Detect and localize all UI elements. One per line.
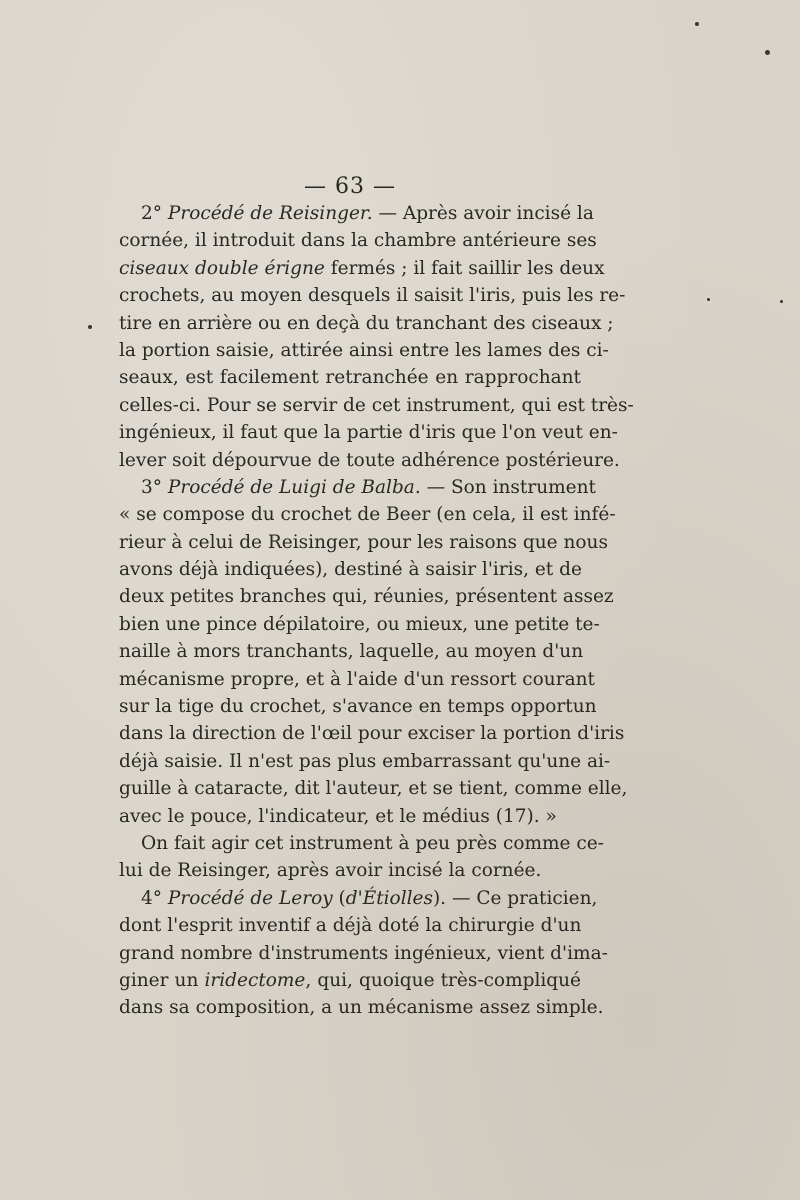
text-line: [119, 501, 616, 528]
text-line: [119, 775, 628, 802]
text-line: [119, 857, 581, 884]
text-run: On fait agir cet instrument à peu près comme ce-: [141, 832, 604, 854]
text-line: [119, 583, 614, 610]
text-line: [119, 720, 625, 747]
text-line: [119, 474, 596, 501]
text-run: mécanisme propre, et à l'aide d'un ressort courant: [119, 668, 595, 690]
text-run: déjà saisie. Il n'est pas plus embarrassant qu'une ai-: [119, 750, 611, 772]
text-run: , qui, quoique très-compliqué: [305, 969, 581, 991]
text-run: deux petites branches qui, réunies, présentent assez: [119, 586, 614, 608]
text-run: bien une pince dépilatoire, ou mieux, une petite te-: [119, 613, 600, 635]
paper-speck: [695, 22, 699, 26]
text-line: [119, 419, 618, 446]
text-run: lui de Reisinger, après avoir incisé la cornée.: [119, 860, 542, 882]
text-run: ). — Ce praticien,: [432, 887, 598, 909]
text-run: la portion saisie, attirée ainsi entre les lames des ci-: [119, 339, 609, 361]
text-line: [119, 803, 581, 830]
text-line: [119, 364, 581, 391]
text-line: [119, 611, 600, 638]
text-line: [119, 693, 597, 720]
text-line: [119, 310, 614, 337]
text-line: [119, 337, 609, 364]
paper-speck: [707, 298, 710, 301]
paper-speck: [780, 300, 783, 303]
text-line: [119, 227, 597, 254]
text-line: [119, 392, 634, 419]
text-run: — Après avoir incisé la: [372, 203, 594, 224]
italic-text: Procédé de Leroy: [167, 887, 333, 909]
text-run: dont l'esprit inventif a déjà doté la chirurgie d'un: [119, 915, 582, 937]
text-run: guille à cataracte, dit l'auteur, et se tient, comme elle,: [119, 778, 628, 800]
text-run: seaux, est facilement retranchée en rapprochant: [119, 367, 581, 389]
paper-speck: [765, 50, 770, 55]
text-line: [119, 940, 608, 967]
text-run: 4°: [141, 887, 168, 909]
italic-text: ciseaux double érigne: [119, 257, 325, 279]
text-line: [119, 529, 608, 556]
paper-speck: [88, 325, 92, 329]
text-run: ingénieux, il faut que la partie d'iris que l'on veut en-: [119, 422, 618, 444]
text-run: rieur à celui de Reisinger, pour les raisons que nous: [119, 531, 608, 553]
text-line: [119, 200, 594, 227]
italic-text: Procédé de Luigi de Balba.: [167, 476, 421, 498]
text-line: [119, 967, 581, 994]
text-run: — Son instrument: [420, 476, 596, 498]
text-run: dans sa composition, a un mécanisme assez simple.: [119, 997, 604, 1019]
text-run: naille à mors tranchants, laquelle, au moyen d'un: [119, 641, 584, 663]
text-run: lever soit dépourvue de toute adhérence postérieure.: [119, 449, 620, 471]
text-line: [119, 885, 598, 912]
text-run: « se compose du crochet de Beer (en cela, il est infé-: [119, 504, 616, 526]
text-line: [119, 912, 581, 939]
text-run: celles-ci. Pour se servir de cet instrument, qui est très-: [119, 394, 634, 416]
text-line: [119, 447, 620, 474]
text-line: [119, 666, 595, 693]
italic-text: Procédé de Reisinger.: [167, 203, 373, 224]
text-run: avons déjà indiquées), destiné à saisir l'iris, et de: [119, 559, 582, 581]
text-line: [119, 830, 604, 857]
text-line: [119, 994, 604, 1021]
text-run: sur la tige du crochet, s'avance en temps opportun: [119, 696, 597, 718]
italic-text: d'Étiolles: [345, 887, 433, 909]
text-run: (: [332, 887, 346, 909]
text-run: tire en arrière ou en deçà du tranchant des ciseaux ;: [119, 312, 614, 334]
text-run: fermés ; il fait saillir les deux: [324, 257, 605, 279]
text-run: 3°: [141, 476, 168, 498]
body-text: [119, 200, 634, 1022]
text-run: crochets, au moyen desquels il saisit l'iris, puis les re-: [119, 285, 626, 307]
text-run: grand nombre d'instruments ingénieux, vient d'ima-: [119, 942, 608, 964]
text-run: avec le pouce, l'indicateur, et le médius (17). »: [119, 805, 557, 827]
text-run: giner un: [119, 969, 205, 991]
text-line: [119, 282, 626, 309]
text-line: [119, 748, 611, 775]
text-line: [119, 556, 581, 583]
text-run: dans la direction de l'œil pour exciser la portion d'iris: [119, 723, 625, 745]
text-line: [119, 255, 605, 282]
text-run: cornée, il introduit dans la chambre antérieure ses: [119, 230, 597, 252]
text-line: [119, 638, 584, 665]
text-run: 2°: [141, 203, 168, 224]
page-number: — 63 —: [304, 174, 396, 199]
italic-text: iridectome: [204, 969, 306, 991]
